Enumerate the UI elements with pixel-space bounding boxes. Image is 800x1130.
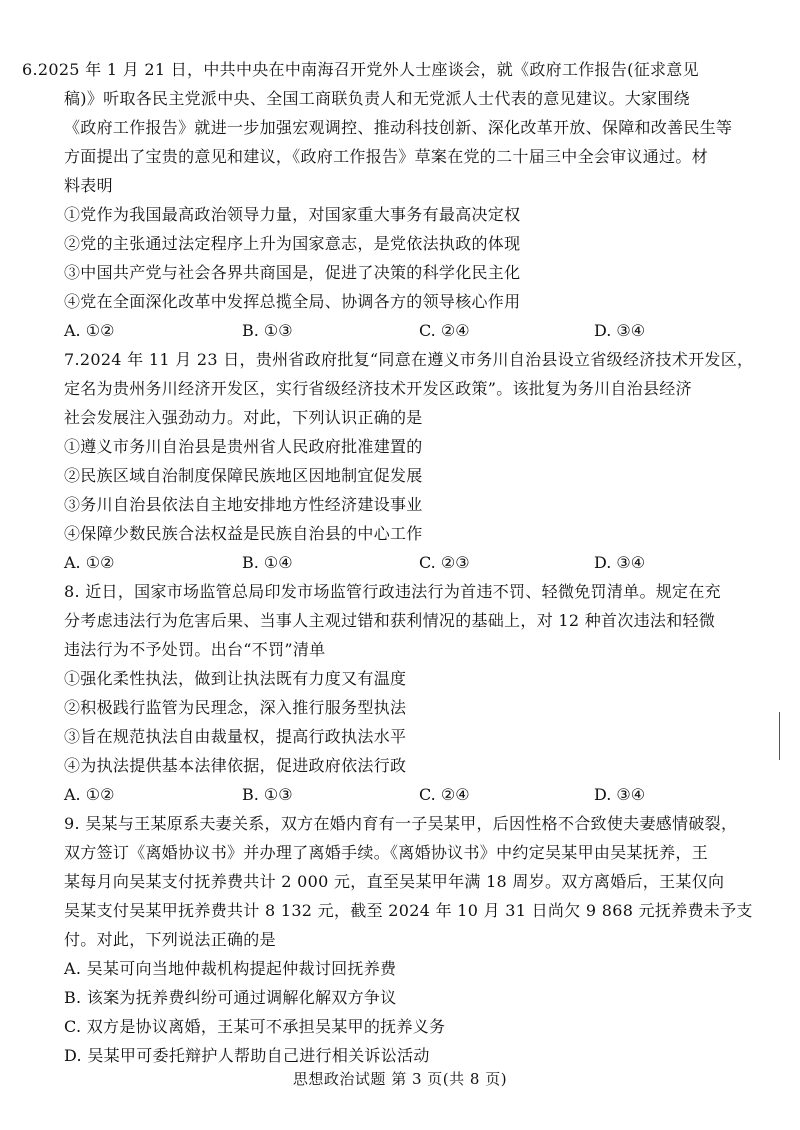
question-6-stem-line: 方面提出了宝贵的意见和建议，《政府工作报告》草案在党的二十届三中全会审议通过。材: [64, 147, 709, 166]
question-9-stem-line: 双方签订《离婚协议书》并办理了离婚手续。《离婚协议书》中约定吴某甲由吴某抚养，王: [64, 843, 709, 862]
question-7-stem-line: 7.2024 年 11 月 23 日，贵州省政府批复“同意在遵义市务川自治县设立省级经济技术开发区，: [64, 350, 754, 369]
question-6-stem-line: 6.2025 年 1 月 21 日，中共中央在中南海召开党外人士座谈会，就《政府工作报告(征求意见: [22, 60, 699, 79]
question-7-statement: ④保障少数民族合法权益是民族自治县的中心工作: [64, 524, 423, 543]
choice-b: B. ①③: [242, 321, 293, 340]
choice-a: A. ①②: [64, 785, 115, 804]
question-6-choices: [0, 320, 800, 342]
question-7-statement: ②民族区域自治制度保障民族地区因地制宜促发展: [64, 466, 423, 485]
question-9-stem-line: 9. 吴某与王某原系夫妻关系，双方在婚内育有一子吴某甲，后因性格不合致使夫妻感情破裂，: [64, 814, 738, 833]
question-8-stem-line: 分考虑违法行为危害后果、当事人主观过错和获利情况的基础上，对 12 种首次违法和轻微: [64, 611, 716, 630]
question-6-stem-line: 稿)》听取各民主党派中央、全国工商联负责人和无党派人士代表的意见建议。大家围绕: [64, 89, 690, 108]
question-8-statement: ②积极践行监管为民理念，深入推行服务型执法: [64, 698, 407, 717]
choice-c: C. ②③: [419, 553, 470, 572]
question-6-stem-line: 料表明: [64, 176, 113, 195]
scan-artifact-line: [779, 712, 780, 760]
question-9-option-a: A. 吴某可向当地仲裁机构提起仲裁讨回抚养费: [64, 959, 397, 978]
choice-a: A. ①②: [64, 321, 115, 340]
question-9-stem-line: 某每月向吴某支付抚养费共计 2 000 元，直至吴某甲年满 18 周岁。双方离婚后，王某仅向: [64, 872, 725, 891]
choice-d: D. ③④: [594, 785, 646, 804]
question-8-choices: [0, 784, 800, 806]
choice-b: B. ①④: [242, 553, 293, 572]
question-8-stem-line: 8. 近日，国家市场监管总局印发市场监管行政违法行为首违不罚、轻微免罚清单。规定在充: [64, 582, 721, 601]
question-7-stem-line: 定名为贵州务川经济开发区，实行省级经济技术开发区政策”。该批复为务川自治县经济: [64, 379, 692, 398]
choice-c: C. ②④: [419, 321, 470, 340]
question-7-statement: ①遵义市务川自治县是贵州省人民政府批准建置的: [64, 437, 423, 456]
question-9-stem-line: 吴某支付吴某甲抚养费共计 8 132 元，截至 2024 年 10 月 31 日尚欠 9 868 元抚养费未予支: [64, 901, 753, 920]
question-9-option-d: D. 吴某甲可委托辩护人帮助自己进行相关诉讼活动: [64, 1046, 430, 1065]
question-7-stem-line: 社会发展注入强劲动力。对此，下列认识正确的是: [64, 408, 423, 427]
question-8-statement: ①强化柔性执法，做到让执法既有力度又有温度: [64, 669, 407, 688]
page-footer: 思想政治试题 第 3 页(共 8 页): [292, 1070, 508, 1088]
question-9-stem-line: 付。对此，下列说法正确的是: [64, 930, 276, 949]
question-8-statement: ④为执法提供基本法律依据，促进政府依法行政: [64, 756, 407, 775]
choice-d: D. ③④: [594, 321, 646, 340]
question-9-option-c: C. 双方是协议离婚，王某可不承担吴某甲的抚养义务: [64, 1017, 446, 1036]
choice-c: C. ②④: [419, 785, 470, 804]
question-7-choices: [0, 552, 800, 574]
question-8-stem-line: 违法行为不予处罚。出台“不罚”清单: [64, 640, 326, 659]
question-6-statement: ③中国共产党与社会各界共商国是，促进了决策的科学化民主化: [64, 263, 521, 282]
question-7-statement: ③务川自治县依法自主地安排地方性经济建设事业: [64, 495, 423, 514]
choice-b: B. ①③: [242, 785, 293, 804]
question-9-option-b: B. 该案为抚养费纠纷可通过调解化解双方争议: [64, 988, 397, 1007]
question-8-statement: ③旨在规范执法自由裁量权，提高行政执法水平: [64, 727, 407, 746]
question-6-statement: ①党作为我国最高政治领导力量，对国家重大事务有最高决定权: [64, 205, 521, 224]
choice-a: A. ①②: [64, 553, 115, 572]
question-6-statement: ②党的主张通过法定程序上升为国家意志，是党依法执政的体现: [64, 234, 521, 253]
question-6-statement: ④党在全面深化改革中发挥总揽全局、协调各方的领导核心作用: [64, 292, 521, 311]
choice-d: D. ③④: [594, 553, 646, 572]
question-6-stem-line: 《政府工作报告》就进一步加强宏观调控、推动科技创新、深化改革开放、保障和改善民生等: [64, 118, 733, 137]
